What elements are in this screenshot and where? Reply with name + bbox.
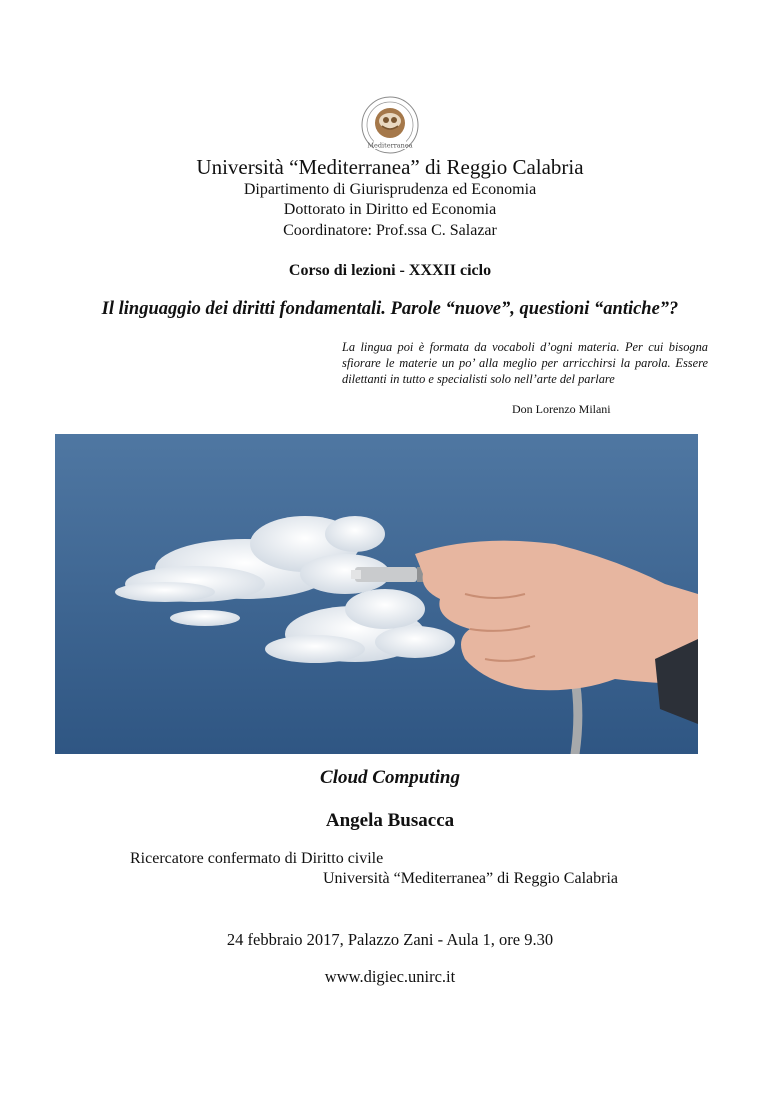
epigraph-quote: La lingua poi è formata da vocaboli d’ogni materia. Per cui bisogna sfiorare le materie un po’ alla meglio per arricchirsi la parola. Essere dilettanti in tutto e specialisti solo nell’arte del parlare (342, 340, 708, 386)
course-topic: Il linguaggio dei diritti fondamentali. Parole “nuove”, questioni “antiche”? (101, 299, 679, 319)
lecture-title: Cloud Computing (320, 767, 460, 788)
course-title: Corso di lezioni - XXXII ciclo (288, 262, 492, 279)
website-link[interactable]: www.digiec.unirc.it (324, 967, 456, 986)
university-seal-icon (355, 95, 425, 159)
department-name: Dipartimento di Giurisprudenza ed Economia (243, 181, 537, 198)
university-name: Università “Mediterranea” di Reggio Calabria (196, 155, 584, 179)
cloud-cable-photo (55, 434, 698, 754)
speaker-name: Angela Busacca (325, 810, 455, 831)
speaker-role: Ricercatore confermato di Diritto civile (130, 850, 384, 867)
speaker-affiliation: Università “Mediterranea” di Reggio Calabria (323, 870, 618, 887)
event-date-location: 24 febbraio 2017, Palazzo Zani - Aula 1, ore 9.30 (226, 930, 554, 949)
coordinator: Coordinatore: Prof.ssa C. Salazar (283, 222, 497, 239)
quote-author: Don Lorenzo Milani (512, 402, 611, 416)
doctorate-name: Dottorato in Diritto ed Economia (283, 201, 497, 218)
logo-text: Mediterranea (367, 141, 413, 150)
